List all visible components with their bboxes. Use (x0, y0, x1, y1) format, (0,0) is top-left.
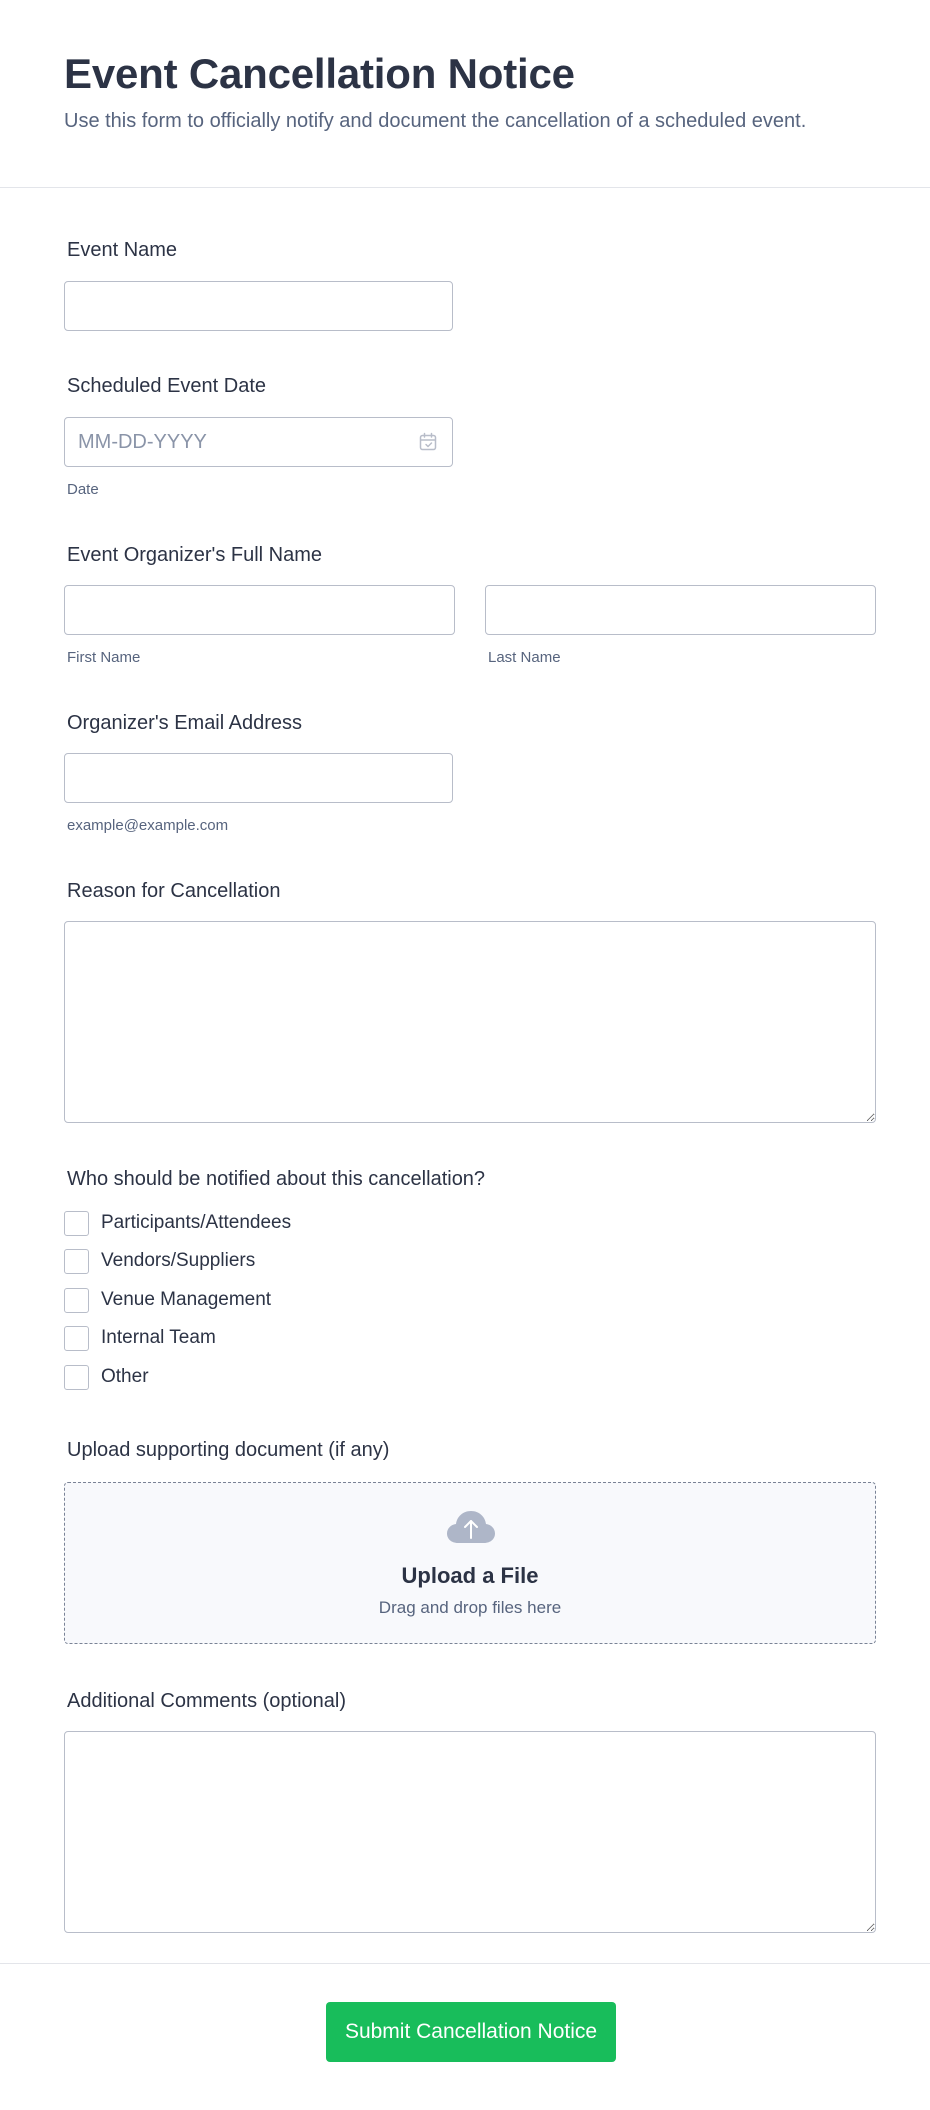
upload-label: Upload supporting document (if any) (67, 1439, 390, 1461)
upload-title: Upload a File (401, 1563, 539, 1588)
event-date-sublabel: Date (67, 481, 99, 498)
notify-option-participants[interactable] (64, 1210, 291, 1236)
notify-option-vendors[interactable] (64, 1248, 255, 1274)
reason-textarea[interactable] (64, 921, 876, 1123)
event-date-label: Scheduled Event Date (67, 375, 267, 397)
checkbox[interactable] (64, 1365, 89, 1390)
notify-option-internal[interactable] (64, 1325, 216, 1351)
last-name-sublabel: Last Name (488, 649, 561, 666)
checkbox-label: Venue Management (101, 1289, 272, 1310)
file-upload-dropzone[interactable] (64, 1482, 876, 1644)
page-subtitle: Use this form to officially notify and document the cancellation of a scheduled event. (64, 110, 807, 132)
comments-label: Additional Comments (optional) (67, 1690, 347, 1712)
organizer-name-label: Event Organizer's Full Name (67, 544, 323, 566)
email-sublabel: example@example.com (67, 817, 229, 834)
first-name-sublabel: First Name (67, 649, 141, 666)
checkbox[interactable] (64, 1249, 89, 1274)
event-date-input[interactable] (64, 417, 453, 467)
notify-option-other[interactable] (64, 1364, 149, 1390)
calendar-icon[interactable] (418, 432, 438, 452)
checkbox[interactable] (64, 1288, 89, 1313)
checkbox-label: Internal Team (101, 1327, 216, 1348)
checkbox-label: Participants/Attendees (101, 1212, 292, 1233)
form-footer (0, 1963, 930, 2110)
reason-label: Reason for Cancellation (67, 880, 281, 902)
last-name-input[interactable] (485, 585, 876, 635)
email-label: Organizer's Email Address (67, 712, 303, 734)
submit-button[interactable]: Submit Cancellation Notice (326, 2002, 616, 2062)
checkbox[interactable] (64, 1326, 89, 1351)
checkbox[interactable] (64, 1211, 89, 1236)
event-name-input[interactable] (64, 281, 453, 331)
upload-hint: Drag and drop files here (378, 1598, 562, 1617)
notify-option-venue[interactable] (64, 1287, 271, 1313)
notify-label: Who should be notified about this cancellation? (67, 1168, 486, 1190)
checkbox-label: Other (101, 1366, 149, 1387)
checkbox-label: Vendors/Suppliers (101, 1250, 256, 1271)
comments-textarea[interactable] (64, 1731, 876, 1933)
first-name-input[interactable] (64, 585, 455, 635)
page-title: Event Cancellation Notice (64, 50, 575, 97)
email-input[interactable] (64, 753, 453, 803)
form-header (0, 0, 930, 188)
cloud-upload-icon (446, 1509, 496, 1545)
event-name-label: Event Name (67, 239, 178, 261)
